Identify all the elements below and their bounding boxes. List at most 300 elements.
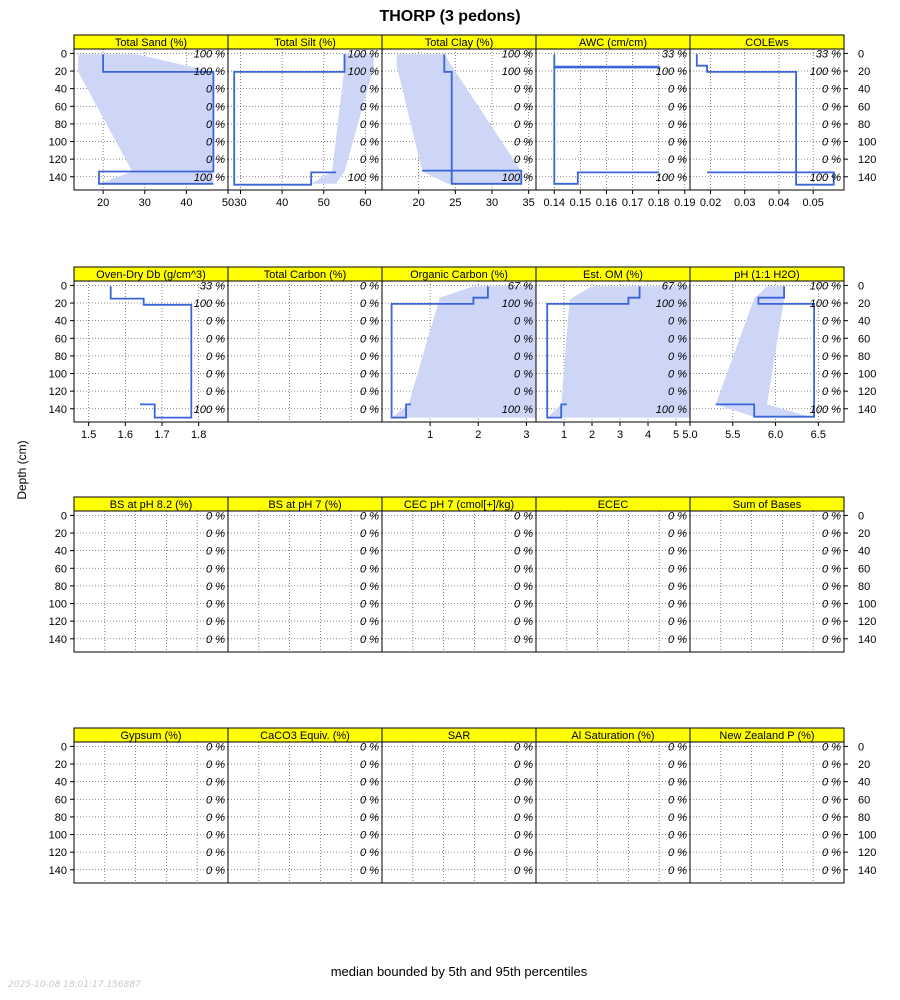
percent-label: 0 % bbox=[206, 101, 225, 114]
x-tick-label: 0.02 bbox=[699, 197, 722, 209]
percent-label: 0 % bbox=[514, 563, 533, 576]
y-tick-label: 40 bbox=[858, 776, 871, 789]
panel-frame bbox=[690, 511, 844, 652]
panel-frame bbox=[382, 742, 536, 883]
y-tick-label: 40 bbox=[54, 83, 67, 96]
percent-label: 0 % bbox=[514, 315, 533, 328]
percent-label: 100 % bbox=[655, 171, 687, 184]
panel-4 bbox=[536, 35, 695, 209]
panel-title: Total Sand (%) bbox=[114, 37, 188, 49]
percent-label: 0 % bbox=[206, 510, 225, 523]
percent-label: 0 % bbox=[360, 580, 379, 593]
percent-label: 0 % bbox=[668, 864, 687, 877]
panel-16 bbox=[49, 728, 228, 883]
percent-label: 0 % bbox=[206, 545, 225, 558]
percent-label: 0 % bbox=[822, 829, 841, 842]
percent-label: 0 % bbox=[668, 794, 687, 807]
x-tick-label: 5.5 bbox=[725, 429, 741, 441]
y-tick-label: 100 bbox=[858, 829, 877, 842]
panel-title: Oven-Dry Db (g/cm^3) bbox=[96, 269, 206, 281]
percent-label: 0 % bbox=[822, 580, 841, 593]
percent-label: 0 % bbox=[668, 368, 687, 381]
x-tick-label: 1.8 bbox=[191, 429, 207, 441]
percent-label: 100 % bbox=[193, 171, 225, 184]
x-tick-label: 35 bbox=[522, 197, 535, 209]
y-tick-label: 120 bbox=[48, 847, 67, 860]
percent-label: 0 % bbox=[514, 545, 533, 558]
percent-label: 0 % bbox=[514, 580, 533, 593]
panel-3 bbox=[382, 35, 536, 209]
percent-label: 0 % bbox=[514, 847, 533, 860]
x-tick-label: 1.5 bbox=[81, 429, 97, 441]
percent-label: 0 % bbox=[360, 776, 379, 789]
y-tick-label: 80 bbox=[54, 350, 67, 363]
percent-label: 0 % bbox=[360, 829, 379, 842]
panel-2 bbox=[228, 35, 382, 209]
panel-1 bbox=[49, 35, 234, 209]
percent-label: 0 % bbox=[668, 528, 687, 541]
percent-label: 100 % bbox=[655, 403, 687, 416]
panel-12 bbox=[228, 497, 382, 652]
panel-13 bbox=[382, 497, 536, 652]
x-tick-label: 40 bbox=[180, 197, 193, 209]
percent-label: 0 % bbox=[360, 136, 379, 149]
percent-label: 0 % bbox=[360, 510, 379, 523]
x-tick-label: 2 bbox=[475, 429, 482, 441]
percent-label: 0 % bbox=[360, 563, 379, 576]
panel-title: Total Carbon (%) bbox=[263, 269, 347, 281]
percent-label: 67 % bbox=[661, 280, 687, 293]
percent-label: 100 % bbox=[501, 403, 533, 416]
percent-label: 0 % bbox=[206, 794, 225, 807]
percent-label: 0 % bbox=[360, 368, 379, 381]
percent-label: 0 % bbox=[206, 528, 225, 541]
panel-19 bbox=[536, 728, 690, 883]
x-tick-label: 3 bbox=[616, 429, 624, 441]
percent-label: 0 % bbox=[360, 847, 379, 860]
x-tick-label: 0.16 bbox=[595, 197, 618, 209]
panel-title: Sum of Bases bbox=[732, 499, 802, 511]
x-tick-label: 30 bbox=[234, 197, 247, 209]
x-tick-label: 0.03 bbox=[734, 197, 756, 209]
percent-label: 0 % bbox=[668, 829, 687, 842]
y-tick-label: 60 bbox=[54, 333, 67, 346]
panel-title: COLEws bbox=[745, 37, 789, 49]
x-tick-label: 0.15 bbox=[569, 197, 592, 209]
y-tick-label: 120 bbox=[858, 386, 877, 399]
percent-label: 0 % bbox=[360, 83, 379, 96]
y-tick-label: 140 bbox=[48, 864, 67, 877]
percent-label: 0 % bbox=[668, 154, 687, 167]
percent-label: 0 % bbox=[514, 136, 533, 149]
percent-label: 0 % bbox=[822, 386, 841, 399]
percent-label: 0 % bbox=[668, 776, 687, 789]
y-tick-label: 60 bbox=[858, 101, 871, 114]
percent-label: 0 % bbox=[206, 616, 225, 629]
y-tick-label: 60 bbox=[54, 794, 67, 807]
percent-label: 0 % bbox=[360, 864, 379, 877]
y-tick-label: 140 bbox=[858, 633, 877, 646]
percent-label: 0 % bbox=[514, 528, 533, 541]
percent-label: 0 % bbox=[360, 403, 379, 416]
percent-label: 0 % bbox=[514, 794, 533, 807]
percent-label: 0 % bbox=[360, 154, 379, 167]
y-tick-label: 60 bbox=[858, 563, 871, 576]
percent-label: 0 % bbox=[668, 333, 687, 346]
percent-label: 0 % bbox=[822, 811, 841, 824]
panel-title: AWC (cm/cm) bbox=[578, 37, 648, 49]
x-tick-label: 6.5 bbox=[810, 429, 826, 441]
percent-label: 0 % bbox=[822, 315, 841, 328]
percent-label: 0 % bbox=[668, 633, 687, 646]
panel-title: Total Clay (%) bbox=[424, 37, 494, 49]
y-tick-label: 20 bbox=[54, 298, 67, 311]
percent-label: 0 % bbox=[360, 118, 379, 131]
y-tick-label: 40 bbox=[54, 315, 67, 328]
percent-label: 0 % bbox=[360, 280, 379, 293]
percent-label: 0 % bbox=[360, 350, 379, 363]
panel-title: pH (1:1 H2O) bbox=[734, 269, 800, 281]
percent-label: 0 % bbox=[206, 368, 225, 381]
percent-label: 0 % bbox=[668, 616, 687, 629]
percent-label: 0 % bbox=[668, 545, 687, 558]
percent-label: 0 % bbox=[514, 616, 533, 629]
x-tick-label: 20 bbox=[412, 197, 425, 209]
percent-label: 0 % bbox=[668, 741, 687, 754]
percent-label: 33 % bbox=[815, 48, 841, 61]
panel-frame bbox=[690, 742, 844, 883]
y-tick-label: 40 bbox=[858, 545, 871, 558]
percent-label: 0 % bbox=[668, 136, 687, 149]
y-tick-label: 60 bbox=[858, 794, 871, 807]
y-tick-label: 0 bbox=[60, 510, 67, 523]
percent-label: 0 % bbox=[514, 741, 533, 754]
y-tick-label: 100 bbox=[858, 368, 877, 381]
percent-label: 100 % bbox=[193, 48, 225, 61]
percent-label: 0 % bbox=[668, 598, 687, 611]
y-tick-label: 60 bbox=[54, 563, 67, 576]
panel-10 bbox=[682, 267, 876, 441]
panel-frame bbox=[228, 742, 382, 883]
percent-label: 100 % bbox=[809, 280, 841, 293]
y-tick-label: 80 bbox=[54, 118, 67, 131]
x-tick-label: 4 bbox=[644, 429, 652, 441]
x-tick-label: 0.14 bbox=[543, 197, 565, 209]
panel-grid bbox=[49, 35, 877, 883]
percent-label: 0 % bbox=[360, 333, 379, 346]
percent-label: 100 % bbox=[501, 66, 533, 79]
percent-label: 0 % bbox=[360, 298, 379, 311]
percent-label: 0 % bbox=[514, 811, 533, 824]
x-tick-label: 0.04 bbox=[768, 197, 790, 209]
panel-14 bbox=[536, 497, 690, 652]
percent-label: 0 % bbox=[206, 136, 225, 149]
y-tick-label: 0 bbox=[858, 741, 865, 754]
y-tick-label: 20 bbox=[54, 66, 67, 79]
median-line bbox=[234, 54, 344, 184]
y-tick-label: 100 bbox=[48, 829, 67, 842]
percent-label: 0 % bbox=[514, 864, 533, 877]
percent-label: 100 % bbox=[501, 171, 533, 184]
percent-label: 0 % bbox=[668, 759, 687, 772]
percent-label: 0 % bbox=[514, 598, 533, 611]
panel-title: New Zealand P (%) bbox=[719, 730, 815, 742]
y-tick-label: 120 bbox=[48, 616, 67, 629]
percent-label: 0 % bbox=[514, 759, 533, 772]
percent-label: 0 % bbox=[514, 776, 533, 789]
panel-frame bbox=[74, 511, 228, 652]
percent-label: 0 % bbox=[668, 101, 687, 114]
percent-label: 100 % bbox=[809, 171, 841, 184]
panel-frame bbox=[536, 511, 690, 652]
percent-label: 100 % bbox=[809, 66, 841, 79]
percent-label: 0 % bbox=[822, 333, 841, 346]
panel-title: ECEC bbox=[597, 499, 629, 511]
y-tick-label: 20 bbox=[858, 528, 871, 541]
percent-label: 0 % bbox=[822, 83, 841, 96]
percent-label: 0 % bbox=[514, 633, 533, 646]
panel-frame bbox=[228, 281, 382, 422]
y-tick-label: 80 bbox=[858, 118, 871, 131]
percent-label: 100 % bbox=[347, 66, 379, 79]
percent-label: 67 % bbox=[507, 280, 533, 293]
percent-label: 0 % bbox=[206, 154, 225, 167]
percent-label: 0 % bbox=[360, 794, 379, 807]
y-tick-label: 100 bbox=[48, 368, 67, 381]
percent-label: 0 % bbox=[206, 118, 225, 131]
percent-label: 0 % bbox=[668, 350, 687, 363]
y-tick-label: 20 bbox=[858, 298, 871, 311]
x-tick-label: 0.19 bbox=[674, 197, 696, 209]
y-axis-label: Depth (cm) bbox=[15, 440, 29, 500]
panel-frame bbox=[74, 742, 228, 883]
percent-label: 0 % bbox=[206, 386, 225, 399]
panel-title: Al Saturation (%) bbox=[571, 730, 655, 742]
x-tick-label: 50 bbox=[317, 197, 330, 209]
percent-label: 0 % bbox=[668, 315, 687, 328]
x-tick-label: 40 bbox=[275, 197, 289, 209]
y-tick-label: 20 bbox=[858, 66, 871, 79]
percent-label: 100 % bbox=[501, 298, 533, 311]
percent-label: 0 % bbox=[360, 616, 379, 629]
x-tick-label: 6.0 bbox=[767, 429, 784, 441]
percent-label: 0 % bbox=[206, 83, 225, 96]
percent-label: 0 % bbox=[360, 633, 379, 646]
percent-label: 0 % bbox=[822, 759, 841, 772]
y-tick-label: 140 bbox=[858, 171, 877, 184]
y-tick-label: 0 bbox=[60, 48, 67, 61]
percent-label: 0 % bbox=[822, 847, 841, 860]
percent-label: 0 % bbox=[514, 368, 533, 381]
median-line bbox=[111, 286, 192, 417]
percent-label: 0 % bbox=[822, 510, 841, 523]
percent-label: 0 % bbox=[206, 829, 225, 842]
percent-label: 0 % bbox=[360, 315, 379, 328]
percent-label: 0 % bbox=[514, 829, 533, 842]
panel-title: Est. OM (%) bbox=[583, 269, 643, 281]
panel-frame bbox=[228, 511, 382, 652]
x-tick-label: 60 bbox=[359, 197, 372, 209]
percent-label: 0 % bbox=[360, 598, 379, 611]
percent-label: 0 % bbox=[822, 864, 841, 877]
y-tick-label: 20 bbox=[54, 759, 67, 772]
y-tick-label: 0 bbox=[60, 741, 67, 754]
percent-label: 100 % bbox=[655, 298, 687, 311]
y-tick-label: 140 bbox=[48, 403, 67, 416]
percent-label: 100 % bbox=[193, 66, 225, 79]
percent-label: 0 % bbox=[206, 811, 225, 824]
x-tick-label: 30 bbox=[485, 197, 499, 209]
percent-label: 0 % bbox=[668, 118, 687, 131]
percent-label: 0 % bbox=[822, 776, 841, 789]
panel-frame bbox=[536, 742, 690, 883]
percent-label: 0 % bbox=[514, 101, 533, 114]
percentile-band bbox=[716, 286, 810, 416]
panel-11 bbox=[49, 497, 228, 652]
y-tick-label: 100 bbox=[48, 136, 67, 149]
percent-label: 0 % bbox=[822, 528, 841, 541]
panel-8 bbox=[382, 267, 536, 441]
y-tick-label: 100 bbox=[858, 598, 877, 611]
panel-9 bbox=[536, 267, 690, 441]
percent-label: 0 % bbox=[822, 350, 841, 363]
percent-label: 0 % bbox=[668, 510, 687, 523]
y-tick-label: 140 bbox=[48, 633, 67, 646]
percent-label: 0 % bbox=[206, 741, 225, 754]
percent-label: 0 % bbox=[514, 333, 533, 346]
y-tick-label: 140 bbox=[858, 403, 877, 416]
percent-label: 0 % bbox=[668, 563, 687, 576]
panel-20 bbox=[690, 728, 876, 883]
percent-label: 0 % bbox=[514, 510, 533, 523]
y-tick-label: 120 bbox=[48, 386, 67, 399]
percent-label: 0 % bbox=[206, 759, 225, 772]
y-tick-label: 80 bbox=[54, 580, 67, 593]
y-tick-label: 0 bbox=[858, 510, 865, 523]
y-tick-label: 120 bbox=[858, 616, 877, 629]
percent-label: 0 % bbox=[822, 118, 841, 131]
percent-label: 100 % bbox=[193, 298, 225, 311]
percent-label: 0 % bbox=[514, 386, 533, 399]
percent-label: 0 % bbox=[822, 794, 841, 807]
percent-label: 0 % bbox=[360, 545, 379, 558]
x-tick-label: 0.05 bbox=[802, 197, 824, 209]
percent-label: 33 % bbox=[661, 48, 687, 61]
y-tick-label: 80 bbox=[858, 811, 871, 824]
panel-5 bbox=[690, 35, 876, 209]
x-tick-label: 5.0 bbox=[682, 429, 698, 441]
percent-label: 0 % bbox=[206, 315, 225, 328]
x-tick-label: 30 bbox=[138, 197, 151, 209]
percent-label: 0 % bbox=[514, 154, 533, 167]
panel-title: CaCO3 Equiv. (%) bbox=[260, 730, 350, 742]
x-tick-label: 25 bbox=[449, 197, 462, 209]
x-tick-label: 1 bbox=[560, 429, 568, 441]
percent-label: 0 % bbox=[822, 598, 841, 611]
percent-label: 0 % bbox=[206, 580, 225, 593]
y-tick-label: 120 bbox=[858, 847, 877, 860]
percent-label: 0 % bbox=[822, 154, 841, 167]
chart-footer: median bounded by 5th and 95th percentiles bbox=[330, 964, 588, 979]
percent-label: 0 % bbox=[206, 633, 225, 646]
panel-6 bbox=[49, 267, 228, 441]
percent-label: 0 % bbox=[360, 759, 379, 772]
timestamp: 2025-10-08 18:01:17.156887 bbox=[8, 980, 141, 990]
percent-label: 0 % bbox=[206, 598, 225, 611]
percent-label: 0 % bbox=[668, 386, 687, 399]
x-tick-label: 1 bbox=[427, 429, 434, 441]
panel-title: Gypsum (%) bbox=[120, 730, 182, 742]
percent-label: 0 % bbox=[206, 350, 225, 363]
panel-15 bbox=[690, 497, 876, 652]
percent-label: 0 % bbox=[822, 545, 841, 558]
x-tick-label: 20 bbox=[97, 197, 110, 209]
percent-label: 0 % bbox=[668, 580, 687, 593]
percent-label: 100 % bbox=[809, 403, 841, 416]
y-tick-label: 60 bbox=[858, 333, 871, 346]
y-tick-label: 100 bbox=[858, 136, 877, 149]
x-tick-label: 0.18 bbox=[647, 197, 670, 209]
percent-label: 0 % bbox=[514, 83, 533, 96]
x-tick-label: 3 bbox=[523, 429, 530, 441]
y-tick-label: 120 bbox=[48, 154, 67, 167]
panel-title: Total Silt (%) bbox=[274, 37, 336, 49]
x-tick-label: 1.7 bbox=[154, 429, 170, 441]
percent-label: 0 % bbox=[668, 811, 687, 824]
percent-label: 33 % bbox=[199, 280, 225, 293]
percent-label: 0 % bbox=[822, 101, 841, 114]
percent-label: 0 % bbox=[206, 847, 225, 860]
y-tick-label: 80 bbox=[858, 580, 871, 593]
percent-label: 0 % bbox=[360, 386, 379, 399]
percent-label: 0 % bbox=[514, 118, 533, 131]
y-tick-label: 140 bbox=[48, 171, 67, 184]
percent-label: 100 % bbox=[347, 171, 379, 184]
y-tick-label: 0 bbox=[858, 48, 865, 61]
panel-frame bbox=[382, 511, 536, 652]
panel-title: Organic Carbon (%) bbox=[410, 269, 508, 281]
percent-label: 0 % bbox=[822, 368, 841, 381]
x-tick-label: 50 bbox=[221, 197, 235, 209]
y-tick-label: 100 bbox=[48, 598, 67, 611]
panel-title: BS at pH 8.2 (%) bbox=[109, 499, 193, 511]
percent-label: 0 % bbox=[822, 616, 841, 629]
y-tick-label: 0 bbox=[858, 280, 865, 293]
percent-label: 0 % bbox=[360, 528, 379, 541]
percent-label: 0 % bbox=[206, 864, 225, 877]
percent-label: 0 % bbox=[822, 563, 841, 576]
percent-label: 0 % bbox=[514, 350, 533, 363]
percent-label: 0 % bbox=[822, 741, 841, 754]
chart-title: THORP (3 pedons) bbox=[379, 8, 521, 25]
percent-label: 0 % bbox=[206, 333, 225, 346]
y-tick-label: 40 bbox=[54, 545, 67, 558]
percent-label: 0 % bbox=[206, 776, 225, 789]
x-tick-label: 5 bbox=[672, 429, 680, 441]
percent-label: 100 % bbox=[193, 403, 225, 416]
percent-label: 0 % bbox=[668, 83, 687, 96]
percent-label: 100 % bbox=[809, 298, 841, 311]
percent-label: 0 % bbox=[360, 741, 379, 754]
panel-title: CEC pH 7 (cmol[+]/kg) bbox=[403, 499, 515, 511]
y-tick-label: 40 bbox=[858, 315, 871, 328]
y-tick-label: 80 bbox=[54, 811, 67, 824]
y-tick-label: 80 bbox=[858, 350, 871, 363]
y-tick-label: 0 bbox=[60, 280, 67, 293]
y-tick-label: 20 bbox=[54, 528, 67, 541]
percent-label: 0 % bbox=[206, 563, 225, 576]
panel-title: SAR bbox=[447, 730, 471, 742]
